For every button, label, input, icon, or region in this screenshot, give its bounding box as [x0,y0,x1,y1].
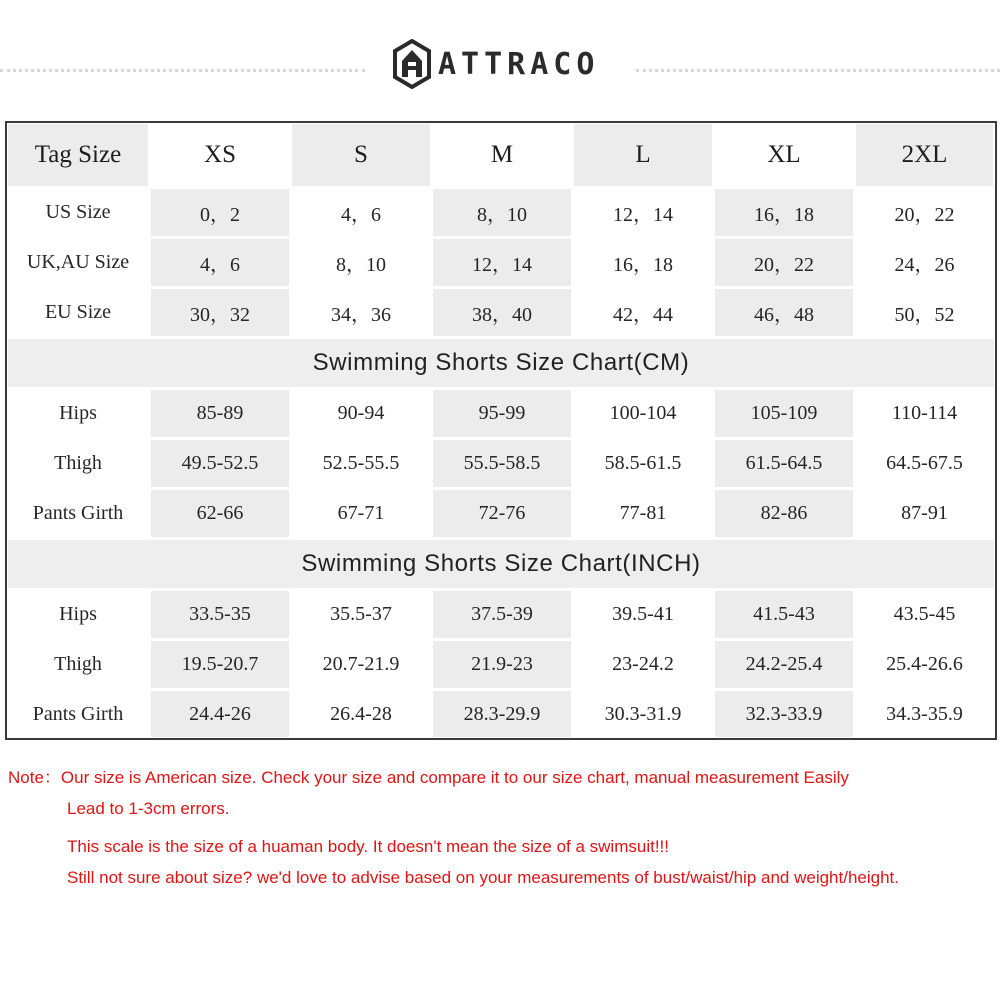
table-cell: 85-89 [151,390,289,437]
table-row [8,189,994,236]
table-cell: 37.5-39 [433,591,571,638]
table-cell: 19.5-20.7 [151,641,289,688]
table-cell: 50，52 [856,289,993,336]
table-cell: 95-99 [433,390,571,437]
row-label: Thigh [8,440,148,487]
table-row [8,289,994,336]
section-title-cm: Swimming Shorts Size Chart(CM) [8,339,994,387]
table-cell: 26.4-28 [292,691,430,737]
table-row [8,390,994,437]
table-cell: 16，18 [715,189,853,236]
table-cell: 23-24.2 [574,641,712,688]
table-cell: 21.9-23 [433,641,571,688]
table-cell: 77-81 [574,490,712,537]
table-row [8,239,994,286]
table-row [8,641,994,688]
table-cell: 8，10 [433,189,571,236]
table-cell: 41.5-43 [715,591,853,638]
table-cell: 35.5-37 [292,591,430,638]
table-cell: 12，14 [574,189,712,236]
table-cell: 24.4-26 [151,691,289,737]
table-cell: 110-114 [856,390,993,437]
table-cell: 12，14 [433,239,571,286]
table-cell: 34.3-35.9 [856,691,993,737]
table-cell: 64.5-67.5 [856,440,993,487]
header-cell-xl: XL [715,124,853,186]
row-label: Hips [8,390,148,437]
header-cell-s: S [292,124,430,186]
header-cell-l: L [574,124,712,186]
header-cell-tag-size: Tag Size [8,124,148,186]
brand-header [0,38,1000,94]
row-label: EU Size [8,289,148,336]
table-cell: 82-86 [715,490,853,537]
table-cell: 39.5-41 [574,591,712,638]
table-cell: 8，10 [292,239,430,286]
table-cell: 4，6 [292,189,430,236]
note-line: Lead to 1-3cm errors. [67,799,230,818]
table-cell: 16，18 [574,239,712,286]
table-cell: 33.5-35 [151,591,289,638]
header-cell-2xl: 2XL [856,124,993,186]
table-cell: 34，36 [292,289,430,336]
table-cell: 43.5-45 [856,591,993,638]
table-cell: 4，6 [151,239,289,286]
row-label: Pants Girth [8,490,148,537]
table-cell: 38，40 [433,289,571,336]
table-cell: 87-91 [856,490,993,537]
header-divider-right [636,69,1000,72]
section-title-inch: Swimming Shorts Size Chart(INCH) [8,540,994,588]
table-header-row [8,124,994,186]
table-cell: 67-71 [292,490,430,537]
table-cell: 20.7-21.9 [292,641,430,688]
row-label: Hips [8,591,148,638]
header-divider-left [0,69,365,72]
row-label: Thigh [8,641,148,688]
table-cell: 28.3-29.9 [433,691,571,737]
note-line: Note：Our size is American size. Check your size and compare it to our size chart, manual measurement Easily [8,768,849,787]
table-cell: 30，32 [151,289,289,336]
brand-logo [392,38,599,90]
table-row [8,440,994,487]
table-cell: 0，2 [151,189,289,236]
size-chart-table [5,121,997,740]
table-cell: 20，22 [715,239,853,286]
table-cell: 105-109 [715,390,853,437]
table-cell: 62-66 [151,490,289,537]
table-cell: 25.4-26.6 [856,641,993,688]
table-row [8,691,994,737]
table-row [8,591,994,638]
table-cell: 55.5-58.5 [433,440,571,487]
table-cell: 32.3-33.9 [715,691,853,737]
table-cell: 100-104 [574,390,712,437]
header-cell-m: M [433,124,571,186]
note-line: This scale is the size of a huaman body. It doesn't mean the size of a swimsuit!!! [67,837,669,856]
table-cell: 30.3-31.9 [574,691,712,737]
table-cell: 61.5-64.5 [715,440,853,487]
brand-name: ATTRACO [438,46,600,82]
header-cell-xs: XS [151,124,289,186]
table-cell: 24，26 [856,239,993,286]
row-label: Pants Girth [8,691,148,737]
table-cell: 20，22 [856,189,993,236]
table-cell: 90-94 [292,390,430,437]
note-line: Still not sure about size? we'd love to advise based on your measurements of bust/waist/hip and weight/height. [67,868,900,887]
brand-a-shield-icon [392,39,432,89]
table-cell: 42，44 [574,289,712,336]
row-label: UK,AU Size [8,239,148,286]
table-cell: 24.2-25.4 [715,641,853,688]
table-cell: 46，48 [715,289,853,336]
row-label: US Size [8,189,148,236]
table-cell: 72-76 [433,490,571,537]
table-cell: 52.5-55.5 [292,440,430,487]
table-cell: 49.5-52.5 [151,440,289,487]
table-cell: 58.5-61.5 [574,440,712,487]
table-row [8,490,994,537]
